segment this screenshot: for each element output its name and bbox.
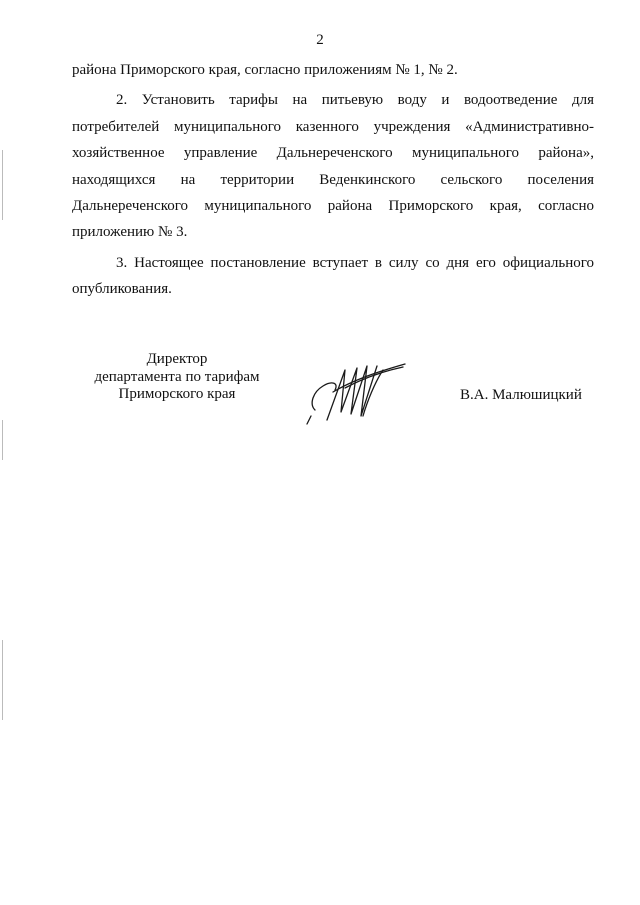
scan-edge-mark <box>2 420 3 460</box>
handwritten-signature <box>305 352 415 427</box>
signatory-title-line: Директор <box>146 351 208 367</box>
signatory-title-line: Приморского края <box>118 386 236 402</box>
paragraph-item-3: 3. Настоящее постановление вступает в силу со дня его официального опубликования. <box>72 254 594 298</box>
paragraph-item-2: 2. Установить тарифы на питьевую воду и водоотведение для потребителей муниципального казенного учреждения «Административно-хозяйственное управление Дальнереченского муниципального района», находящихся на территории Веденкинского сельского поселения Дальнереченского муниципального района Приморского края, согласно приложению № 3. <box>72 92 594 241</box>
paragraph-continuation: района Приморского края, согласно приложениям № 1, № 2. <box>72 62 458 78</box>
signatory-title <box>72 351 282 404</box>
signatory-title-line: департамента по тарифам <box>94 368 260 385</box>
scan-edge-mark <box>2 640 3 720</box>
page-number: 2 <box>316 32 324 48</box>
signatory-name: В.А. Малюшицкий <box>460 387 582 403</box>
scan-edge-mark <box>2 150 3 220</box>
document-body <box>72 57 594 303</box>
